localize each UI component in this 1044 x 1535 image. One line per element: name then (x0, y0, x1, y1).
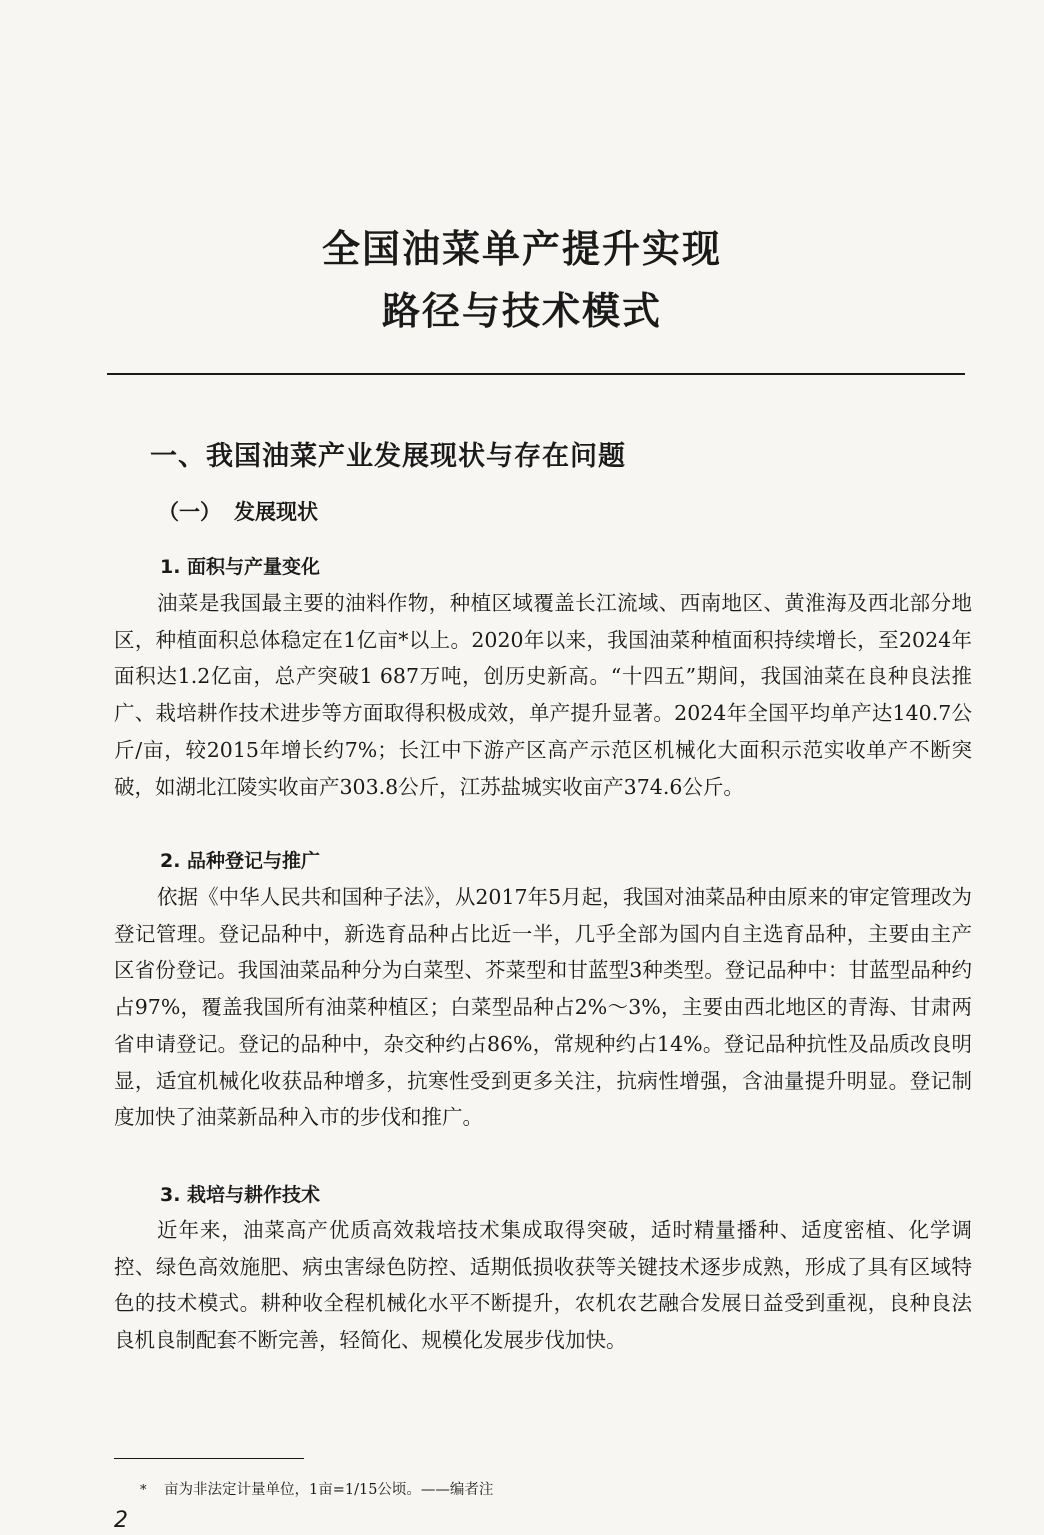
footnote-mark: * (140, 1483, 147, 1498)
title-line-2: 路径与技术模式 (381, 289, 662, 333)
subsection-number: （一） (158, 500, 221, 524)
paragraph-2: 依据《中华人民共和国种子法》，从2017年5月起，我国对油菜品种由原来的审定管理改为登记管理。登记品种中，新选育品种占比近一半，几乎全部为国内自主选育品种，主要由主产区省份登记。我国油菜品种分为白菜型、芥菜型和甘蓝型3种类型。登记品种中：甘蓝型品种约占97%，覆盖我国所有油菜种植区；白菜型品种占2%～3%，主要由西北地区的青海、甘肃两省申请登记。登记的品种中，杂交种约占86%，常规种约占14%。登记品种抗性及品质改良明显，适宜机械化收获品种增多，抗寒性受到更多关注，抗病性增强，含油量提升明显。登记制度加快了油菜新品种入市的步伐和推广。 (114, 885, 972, 1130)
paragraph-3: 近年来，油菜高产优质高效栽培技术集成取得突破，适时精量播种、适度密植、化学调控、绿色高效施肥、病虫害绿色防控、适期低损收获等关键技术逐步成熟，形成了具有区域特色的技术模式。耕种收全程机械化水平不断提升，农机农艺融合发展日益受到重视，良种良法良机良制配套不断完善，轻简化、规模化发展步伐加快。 (114, 1218, 972, 1353)
subsection-title: 发展现状 (234, 500, 318, 524)
section-heading: 一、我国油菜产业发展现状与存在问题 (150, 441, 626, 472)
item-heading-1: 1. 面积与产量变化 (160, 556, 321, 578)
footnote (140, 1478, 493, 1499)
footnote-text: 亩为非法定计量单位，1亩=1/15公顷。——编者注 (164, 1482, 494, 1498)
title-divider (107, 373, 965, 375)
item-heading-2: 2. 品种登记与推广 (160, 850, 321, 872)
footnote-divider (114, 1458, 304, 1459)
subsection-heading (158, 496, 318, 526)
item-heading-3: 3. 栽培与耕作技术 (160, 1184, 321, 1206)
title-line-1: 全国油菜单产提升实现 (321, 227, 722, 271)
paragraph-1: 油菜是我国最主要的油料作物，种植区域覆盖长江流域、西南地区、黄淮海及西北部分地区，种植面积总体稳定在1亿亩*以上。2020年以来，我国油菜种植面积持续增长，至2024年面积达1.2亿亩，总产突破1 687万吨，创历史新高。“十四五”期间，我国油菜在良种良法推广、栽培耕作技术进步等方面取得积极成效，单产提升显著。2024年全国平均单产达140.7公斤/亩，较2015年增长约7%；长江中下游产区高产示范区机械化大面积示范实收单产不断突破，如湖北江陵实收亩产303.8公斤，江苏盐城实收亩产374.6公斤。 (114, 591, 972, 799)
page-number: 2 (114, 1508, 128, 1533)
